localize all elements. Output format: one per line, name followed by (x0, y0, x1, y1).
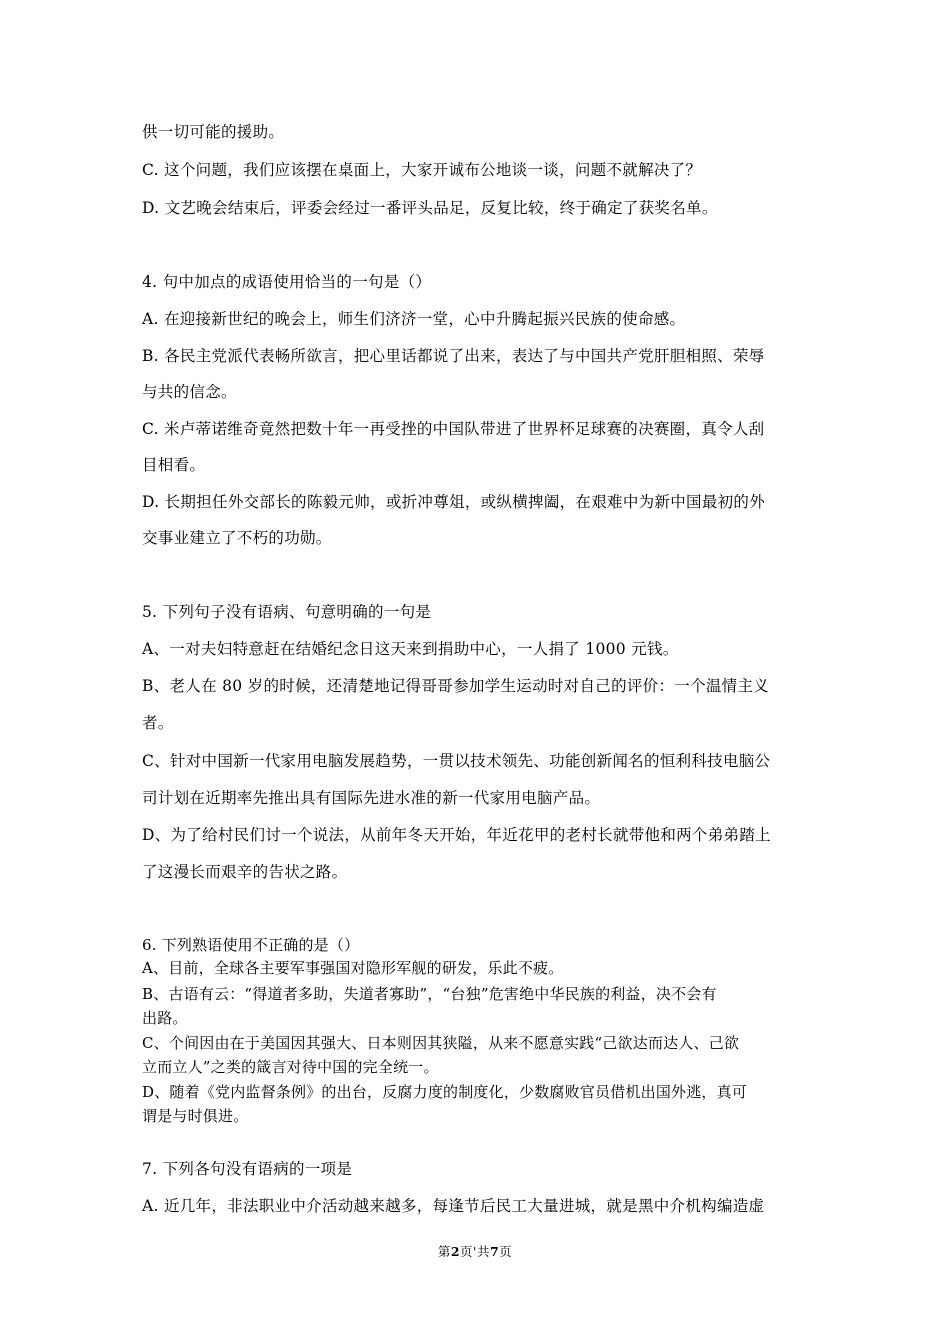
text-line: D、随着《党内监督条例》的出台，反腐力度的制度化，少数腐败官员借机出国外逃，真可 (142, 1083, 748, 1101)
question-heading: 4. 句中加点的成语使用恰当的一句是（） (142, 273, 432, 291)
text-line: B、老人在 80 岁的时候，还清楚地记得哥哥参加学生运动时对自己的评价：一个温情主义 (142, 677, 770, 695)
text-line: D、为了给村民们讨一个说法，从前年冬天开始，年近花甲的老村长就带他和两个弟弟踏上 (142, 826, 771, 844)
footer-prefix: 第 (437, 1244, 451, 1259)
text-line: A. 在迎接新世纪的晚会上，师生们济济一堂，心中升腾起振兴民族的使命感。 (142, 310, 686, 328)
footer-middle: 页'共 (460, 1244, 490, 1259)
text-line: A、一对夫妇特意赶在结婚纪念日这天来到捐助中心，一人捐了 1000 元钱。 (142, 640, 679, 658)
text-line: C、个间因由在于美国因其强大、日本则因其狭隘，从来不愿意实践“己欲达而达人、己欲 (142, 1034, 740, 1052)
text-line: B. 各民主党派代表畅所欲言，把心里话都说了出来，表达了与中国共产党肝胆相照、荣辱 (142, 347, 765, 365)
question-heading: 7. 下列各句没有语病的一项是 (142, 1160, 353, 1178)
text-line: 立而立人”之类的箴言对待中国的完全统一。 (142, 1058, 439, 1076)
text-line: 者。 (142, 714, 174, 732)
page-total: 7 (489, 1244, 500, 1259)
text-line: 司计划在近期率先推出具有国际先进水准的新一代家用电脑产品。 (142, 789, 601, 807)
text-line: 与共的信念。 (142, 383, 237, 401)
text-line: C、针对中国新一代家用电脑发展趋势，一贯以技术领先、功能创新闻名的恒利科技电脑公 (142, 752, 771, 770)
text-line: A. 近几年，非法职业中介活动越来越多，每逢节后民工大量进城，就是黑中介机构编造虚 (142, 1197, 765, 1215)
text-line: D. 文艺晚会结束后，评委会经过一番评头品足，反复比较，终于确定了获奖名单。 (142, 199, 718, 217)
text-line: D. 长期担任外交部长的陈毅元帅，或折冲尊俎，或纵横捭阖，在艰难中为新中国最初的外 (142, 493, 766, 511)
text-line: B、古语有云：“得道者多助，失道者寡助”，“台独”危害绝中华民族的利益，决不会有 (142, 985, 717, 1003)
page-footer (0, 1242, 950, 1260)
question-heading: 5. 下列句子没有语病、句意明确的一句是 (142, 603, 432, 621)
footer-suffix: 页 (499, 1244, 513, 1259)
text-line: 交事业建立了不朽的功勋。 (142, 529, 332, 547)
question-heading: 6. 下列熟语使用不正确的是（） (142, 936, 360, 954)
text-line: 供一切可能的援助。 (142, 123, 285, 141)
text-line: C. 米卢蒂诺维奇竟然把数十年一再受挫的中国队带进了世界杯足球赛的决赛圈，真令人刮 (142, 420, 765, 438)
text-line: 了这漫长而艰辛的告状之路。 (142, 863, 348, 881)
text-line: 出路。 (142, 1009, 188, 1027)
page-number: 2 (450, 1244, 461, 1259)
text-line: C. 这个问题，我们应该摆在桌面上，大家开诚布公地谈一谈，问题不就解决了？ (142, 161, 702, 179)
text-line: A、目前，全球各主要军事强国对隐形军舰的研发，乐此不疲。 (142, 959, 564, 977)
text-line: 目相看。 (142, 456, 206, 474)
text-line: 谓是与时俱进。 (142, 1107, 249, 1125)
